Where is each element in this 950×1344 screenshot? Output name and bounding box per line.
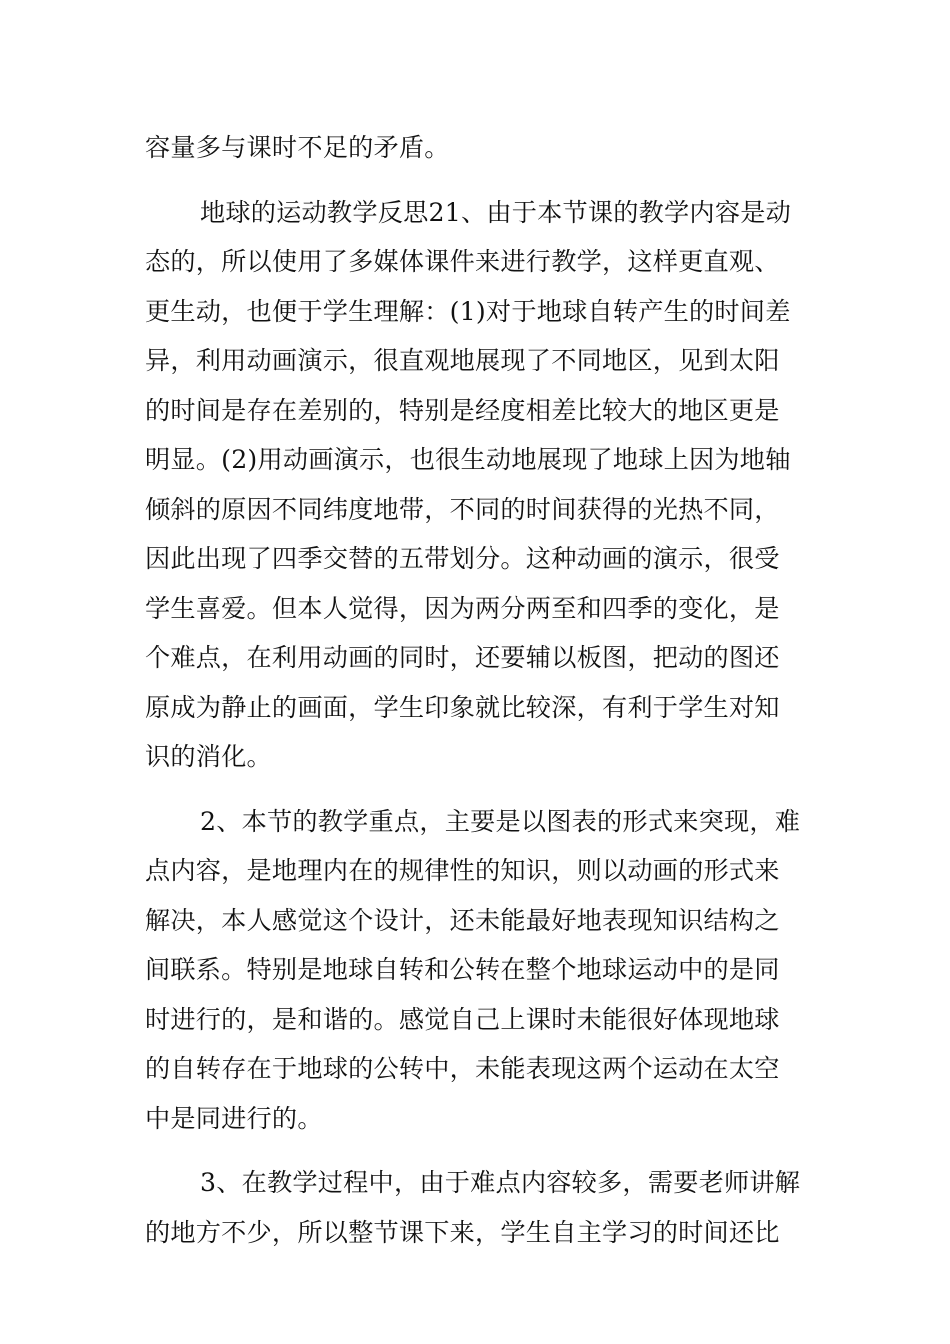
text-line: 个难点，在利用动画的同时，还要辅以板图，把动的图还 — [145, 643, 780, 672]
text-line: 的自转存在于地球的公转中，未能表现这两个运动在太空 — [145, 1054, 780, 1083]
text-line: 解决，本人感觉这个设计，还未能最好地表现知识结构之 — [145, 905, 780, 935]
text-line: 3、在教学过程中，由于难点内容较多，需要老师讲解 — [200, 1168, 801, 1197]
text-line: 明显。(2)用动画演示，也很生动地展现了地球上因为地轴 — [145, 445, 791, 474]
text-line: 容量多与课时不足的矛盾。 — [145, 133, 450, 162]
text-line: 的地方不少，所以整节课下来，学生自主学习的时间还比 — [145, 1217, 780, 1247]
paragraph-gap — [145, 782, 815, 797]
paragraph-gap — [145, 173, 815, 188]
text-line: 学生喜爱。但本人觉得，因为两分两至和四季的变化，是 — [145, 593, 780, 623]
text-line: 间联系。特别是地球自转和公转在整个地球运动中的是同 — [145, 955, 780, 984]
text-line: 地球的运动教学反思21、由于本节课的教学内容是动 — [200, 197, 791, 227]
text-line: 2、本节的教学重点，主要是以图表的形式来突现，难 — [200, 806, 801, 836]
text-line: 态的，所以使用了多媒体课件来进行教学，这样更直观、 — [145, 247, 780, 276]
text-line: 倾斜的原因不同纬度地带，不同的时间获得的光热不同， — [145, 494, 780, 524]
text-line: 更生动，也便于学生理解：(1)对于地球自转产生的时间差 — [145, 296, 791, 326]
document-body — [145, 123, 815, 1257]
paragraph-gap — [145, 1143, 815, 1158]
text-line: 点内容，是地理内在的规律性的知识，则以动画的形式来 — [145, 856, 780, 885]
text-line: 原成为静止的画面，学生印象就比较深，有利于学生对知 — [145, 692, 780, 722]
text-line: 的时间是存在差别的，特别是经度相差比较大的地区更是 — [145, 395, 780, 425]
text-line: 识的消化。 — [145, 742, 272, 771]
text-line: 时进行的，是和谐的。感觉自己上课时未能很好体现地球 — [145, 1004, 780, 1034]
text-line: 中是同进行的。 — [145, 1103, 323, 1133]
text-line: 异，利用动画演示，很直观地展现了不同地区，见到太阳 — [145, 346, 780, 375]
text-line: 因此出现了四季交替的五带划分。这种动画的演示，很受 — [145, 544, 780, 573]
